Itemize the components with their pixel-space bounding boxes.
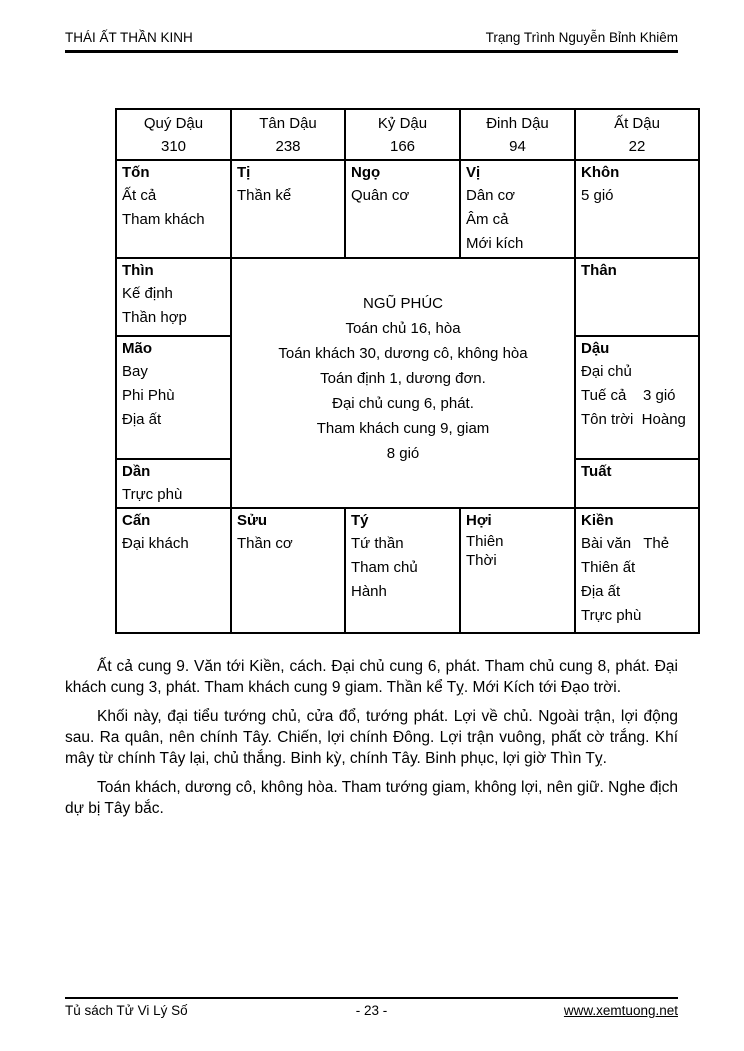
- text-line: Thời: [466, 552, 497, 569]
- year-name: Quý Dậu: [143, 115, 204, 132]
- year-number: 310: [160, 138, 187, 155]
- palace-lines: [122, 483, 227, 507]
- palace-lines: [351, 184, 456, 208]
- year-name: Tân Dậu: [259, 115, 317, 132]
- divination-chart-table: [115, 108, 700, 634]
- center-title: NGŨ PHÚC: [362, 295, 443, 312]
- text-line: Thần kể: [237, 187, 292, 204]
- text-line: Địa ất: [122, 411, 162, 428]
- palace-lines: [581, 360, 695, 432]
- text-line: Bay: [122, 363, 148, 380]
- palace-title: Dần: [122, 463, 151, 480]
- text-line: Dân cơ: [466, 187, 516, 204]
- text-line: Thần hợp: [122, 309, 187, 326]
- palace-lines: [581, 532, 695, 628]
- text-line: Toán khách 30, dương cô, không hòa: [278, 345, 528, 362]
- cell-tuat: [576, 460, 698, 507]
- palace-title: Ngọ: [351, 164, 381, 181]
- palace-title: Dậu: [581, 340, 610, 357]
- text-line: Bài văn Thẻ: [581, 535, 670, 552]
- doc-author: Trạng Trình Nguyễn Bỉnh Khiêm: [485, 30, 678, 45]
- palace-lines: [237, 532, 341, 556]
- palace-lines: [581, 184, 695, 208]
- cell-mao: [117, 337, 230, 458]
- text-line: Đại chủ: [581, 363, 632, 380]
- palace-title: Thìn: [122, 262, 154, 279]
- cell-can: [117, 509, 230, 632]
- year-name: Ất Dậu: [614, 115, 660, 132]
- palace-title: Sửu: [237, 512, 268, 529]
- header-rule: [65, 50, 678, 53]
- year-number: 94: [509, 138, 526, 155]
- header-cell-tan-dau: [232, 110, 344, 159]
- palace-title: Thân: [581, 262, 617, 279]
- cell-dan: [117, 460, 230, 507]
- cell-ton: [117, 161, 230, 257]
- palace-title: Vị: [466, 164, 481, 181]
- text-line: Trực phù: [122, 486, 183, 503]
- palace-lines: [466, 184, 571, 256]
- cell-kien: [576, 509, 698, 632]
- year-name: Đinh Dậu: [486, 115, 549, 132]
- cell-dau: [576, 337, 698, 458]
- palace-lines: [122, 360, 227, 432]
- cell-thin: [117, 259, 230, 335]
- palace-title: Hợi: [466, 512, 492, 529]
- text-line: Tham chủ: [351, 559, 418, 576]
- palace-lines: [466, 532, 571, 570]
- text-line: Tứ thần: [351, 535, 404, 552]
- footer-website-link[interactable]: www.xemtuong.net: [563, 1003, 678, 1018]
- body-paragraph-1: Ất cả cung 9. Văn tới Kiền, cách. Đại chủ cung 6, phát. Tham chủ cung 8, phát. Đại khách cung 3, phát. Tham khách cung 9 giam. Thần kể Tỵ. Mới Kích tới Đạo trời.: [65, 658, 678, 696]
- text-line: Thiên ất: [581, 559, 636, 576]
- text-line: Kế định: [122, 285, 173, 302]
- footer-rule: [65, 997, 678, 999]
- palace-title: Kiền: [581, 512, 614, 529]
- text-line: Ất cả: [122, 187, 157, 204]
- text-line: Thiên: [466, 533, 504, 550]
- palace-title: Tốn: [122, 164, 150, 181]
- palace-title: Tý: [351, 512, 369, 529]
- cell-ngu-phuc: [232, 259, 574, 507]
- year-number: 166: [389, 138, 416, 155]
- header-cell-ky-dau: [346, 110, 459, 159]
- text-line: Tham khách: [122, 211, 205, 228]
- text-line: Địa ất: [581, 583, 621, 600]
- palace-lines: [122, 282, 227, 330]
- footer-series: Tủ sách Tử Vi Lý Số: [65, 1003, 188, 1018]
- text-line: 5 gió: [581, 187, 614, 204]
- palace-title: Mão: [122, 340, 152, 357]
- palace-lines: [237, 184, 341, 208]
- palace-title: Tuất: [581, 463, 612, 480]
- text-line: 8 gió: [386, 445, 420, 462]
- palace-title: Cấn: [122, 512, 151, 529]
- cell-hoi: [461, 509, 574, 632]
- cell-than: [576, 259, 698, 335]
- center-lines: [232, 316, 574, 466]
- text-line: Toán chủ 16, hòa: [345, 320, 461, 337]
- cell-ngo: [346, 161, 459, 257]
- text-line: Quân cơ: [351, 187, 410, 204]
- running-footer: [65, 1002, 678, 1019]
- text-line: Toán định 1, dương đơn.: [320, 370, 486, 387]
- palace-title: Khôn: [581, 164, 620, 181]
- doc-title: THÁI ẤT THẦN KINH: [65, 30, 193, 45]
- cell-khon: [576, 161, 698, 257]
- running-header: [65, 30, 678, 46]
- text-line: Phi Phù: [122, 387, 175, 404]
- footer-page-number: - 23 -: [355, 1003, 388, 1018]
- palace-lines: [351, 532, 456, 604]
- text-line: Tôn trời Hoàng: [581, 411, 686, 428]
- text-line: Mới kích: [466, 235, 524, 252]
- header-cell-quy-dau: [117, 110, 230, 159]
- palace-title: Tị: [237, 164, 251, 181]
- text-line: Tham khách cung 9, giam: [316, 420, 490, 437]
- text-line: Đại khách: [122, 535, 189, 552]
- header-cell-at-dau: [576, 110, 698, 159]
- cell-vi: [461, 161, 574, 257]
- text-line: Âm cả: [466, 211, 509, 228]
- year-number: 22: [628, 138, 646, 155]
- text-line: Trực phù: [581, 607, 642, 624]
- cell-suu: [232, 509, 344, 632]
- text-line: Hành: [351, 583, 387, 600]
- palace-lines: [122, 532, 227, 556]
- header-cell-dinh-dau: [461, 110, 574, 159]
- palace-lines: [122, 184, 227, 232]
- cell-ti: [232, 161, 344, 257]
- body-paragraph-2: Khối này, đại tiểu tướng chủ, cửa đổ, tướng phát. Lợi về chủ. Ngoài trận, lợi động sau. Ra quân, nên chính Tây. Chiến, lợi chính Đông. Lợi trận vuông, phất cờ trắng. Khí mây từ chính Tây lại, chủ thắng. Binh kỳ, chính Tây. Binh phục, lợi giờ Thìn Tỵ.: [65, 708, 678, 767]
- text-line: Thần cơ: [237, 535, 293, 552]
- cell-ty: [346, 509, 459, 632]
- year-number: 238: [275, 138, 301, 155]
- text-line: Tuế cả 3 gió: [581, 387, 676, 404]
- body-text: [65, 656, 678, 827]
- body-paragraph-3: Toán khách, dương cô, không hòa. Tham tướng giam, không lợi, nên giữ. Nghe địch dự bị Tây bắc.: [65, 779, 678, 817]
- text-line: Đại chủ cung 6, phát.: [332, 395, 474, 412]
- year-name: Kỷ Dậu: [377, 115, 428, 132]
